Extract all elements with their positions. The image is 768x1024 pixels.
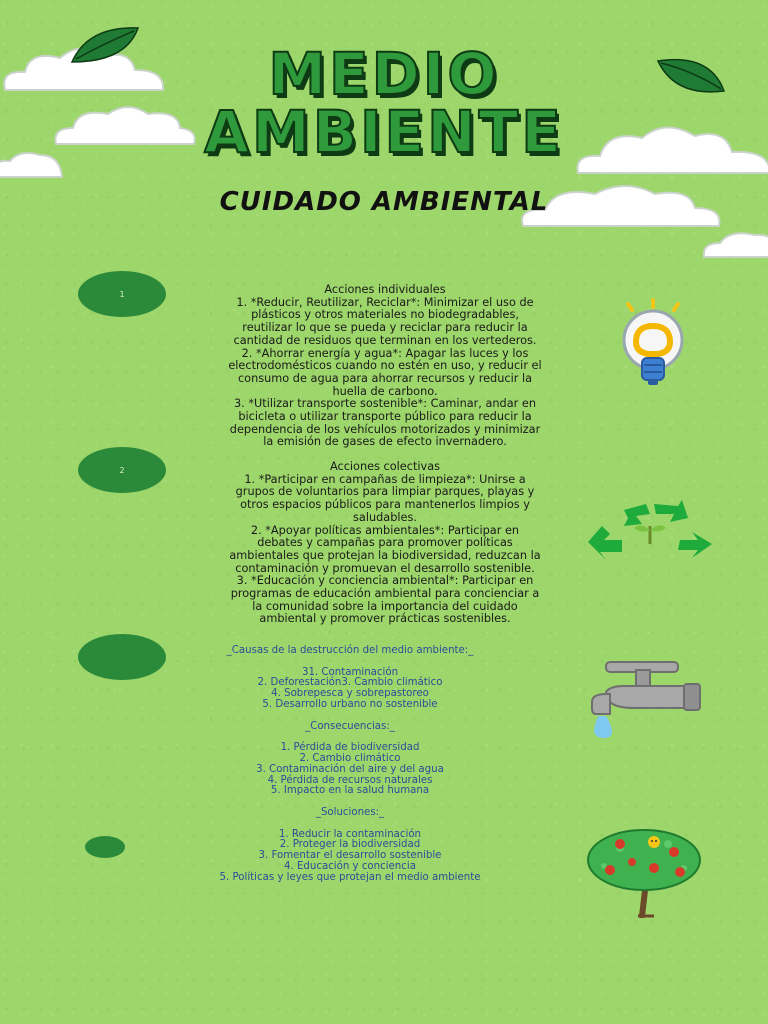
marker-1: 1 xyxy=(78,271,166,317)
list-line: 3. Fomentar el desarrollo sostenible xyxy=(258,850,442,862)
page-title-line2: AMBIENTE xyxy=(204,98,564,166)
list-line: _Causas de la destrucción del medio ambiente:_ xyxy=(226,645,474,656)
collective-actions xyxy=(170,461,600,626)
text-line: contaminación y promuevan el desarrollo sostenible. xyxy=(235,561,535,575)
list-line: 5. Políticas y leyes que protejan el medio ambiente xyxy=(219,871,481,883)
page-subtitle: CUIDADO AMBIENTAL xyxy=(219,187,549,217)
marker-4 xyxy=(85,836,125,858)
text-line: saludables. xyxy=(353,510,417,524)
text-line: 2. *Ahorrar energía y agua*: Apagar las luces y los xyxy=(241,346,529,360)
text-line: reutilizar lo que se pueda y reciclar para reducir la xyxy=(242,321,528,335)
list-line: 3. Contaminación del aire y del agua xyxy=(256,763,444,775)
text-line: 2. *Apoyar políticas ambientales*: Participar en xyxy=(250,523,520,537)
text-line: la comunidad sobre la importancia del cuidado xyxy=(252,599,518,613)
text-line: dependencia de los vehículos motorizados y minimizar xyxy=(229,422,541,436)
list-line: 2. Deforestación3. Cambio climático xyxy=(257,677,443,689)
text-line: grupos de voluntarios para limpiar parques, playas y xyxy=(235,485,535,499)
list-line: 4. Sobrepesca y sobrepastoreo xyxy=(271,688,429,700)
text-line: Acciones colectivas xyxy=(329,460,441,473)
list-line: 4. Educación y conciencia xyxy=(284,860,416,872)
list-line: 4. Pérdida de recursos naturales xyxy=(267,774,433,786)
causes-consequences-solutions xyxy=(150,646,550,884)
text-line: Acciones individuales xyxy=(324,283,446,296)
text-line: 3. *Utilizar transporte sostenible*: Caminar, andar en xyxy=(233,397,536,411)
text-line: programas de educación ambiental para concienciar a xyxy=(230,587,540,601)
list-line: 31. Contaminación xyxy=(301,666,399,678)
text-line: ambiental y promover prácticas sostenibles. xyxy=(259,612,511,626)
text-line: cantidad de residuos que terminan en los vertederos. xyxy=(233,333,537,347)
list-line: 1. Reducir la contaminación xyxy=(278,828,422,840)
list-line: _Soluciones:_ xyxy=(315,806,385,818)
page-title-line1: MEDIO xyxy=(268,40,500,108)
list-line: 5. Impacto en la salud humana xyxy=(270,785,430,797)
text-line: la emisión de gases de efecto invernadero. xyxy=(263,435,507,449)
marker-2: 2 xyxy=(78,447,166,493)
tree-icon xyxy=(584,826,708,918)
list-line: _Consecuencias:_ xyxy=(305,720,395,732)
list-line: 2. Proteger la biodiversidad xyxy=(279,839,421,851)
text-line: huella de carbono. xyxy=(332,384,438,398)
cloud-icon xyxy=(700,225,768,260)
list-line xyxy=(150,657,550,668)
text-line: 3. *Educación y conciencia ambiental*: Participar en xyxy=(236,574,534,588)
faucet-icon xyxy=(588,658,706,742)
recycle-icon xyxy=(588,500,714,562)
text-line: ambientales que protejan la biodiversidad, reduzcan la xyxy=(229,548,541,562)
text-line: consumo de agua para ahorrar recursos y reducir la xyxy=(237,371,533,385)
lightbulb-icon xyxy=(606,298,700,390)
list-line: 5. Desarrollo urbano no sostenible xyxy=(262,698,438,710)
list-line xyxy=(150,819,550,830)
text-line: debates y campañas para promover políticas xyxy=(257,536,513,550)
list-line: 1. Pérdida de biodiversidad xyxy=(280,742,420,754)
list-line: 2. Cambio climático xyxy=(299,752,401,764)
text-line: 1. *Participar en campañas de limpieza*: Unirse a xyxy=(244,472,526,486)
text-line: 1. *Reducir, Reutilizar, Reciclar*: Minimizar el uso de xyxy=(236,295,534,309)
text-line: bicicleta o utilizar transporte público para reducir la xyxy=(238,410,532,424)
list-line xyxy=(150,711,550,722)
individual-actions xyxy=(170,284,600,449)
text-line: otros espacios públicos para mantenerlos limpios y xyxy=(240,498,530,512)
text-line: electrodomésticos cuando no estén en uso, y reducir el xyxy=(228,359,542,373)
text-line: plásticos y otros materiales no biodegradables, xyxy=(251,308,519,322)
